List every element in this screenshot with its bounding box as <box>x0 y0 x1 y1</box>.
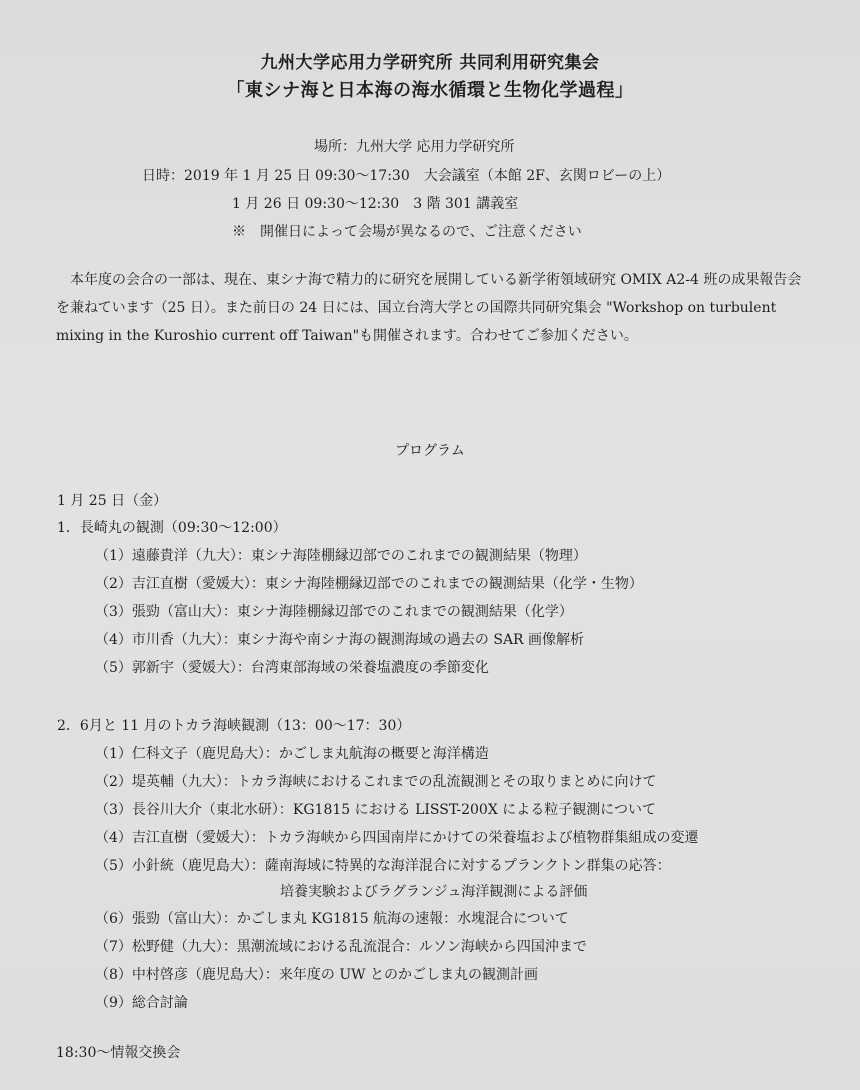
venue-note: ※ 開催日によって会場が異なるので、ご注意ください <box>232 224 582 240</box>
section-1-title: 1．長崎丸の観測（09:30〜12:00） <box>57 520 287 536</box>
reception-note: 18:30〜情報交換会 <box>56 1045 181 1061</box>
header-meeting-title: 「東シナ海と日本海の海水循環と生物化学過程」 <box>226 80 634 101</box>
venue: 場所：九州大学 応用力学研究所 <box>314 139 515 155</box>
intro-paragraph: 本年度の会合の一部は、現在、東シナ海で精力的に研究を展開している新学術領域研究 OMIX A2-4 班の成果報告会を兼ねています（25 日）。また前日の 24 日には、国立台湾大学との国際共同研究集会 "Workshop on turbulent mixing in the Kuroshio current off Taiwan"も開催されます。合わせてご参加ください。 <box>56 272 802 344</box>
program-title: プログラム <box>395 443 465 459</box>
date-day1: 日時：2019 年 1 月 25 日 09:30〜17:30 大会議室（本館 2F、玄関ロビーの上） <box>142 168 671 184</box>
program-day: 1 月 25 日（金） <box>57 493 168 509</box>
list-item: （4）市川香（九大）：東シナ海や南シナ海の観測海域の過去の SAR 画像解析 <box>95 632 585 648</box>
list-item: （4）吉江直樹（愛媛大）：トカラ海峡から四国南岸にかけての栄養塩および植物群集組成の変遷 <box>95 830 699 846</box>
list-item: （1）遠藤貴洋（九大）：東シナ海陸棚縁辺部でのこれまでの観測結果（物理） <box>95 548 587 564</box>
list-item: （3）張勁（富山大）：東シナ海陸棚縁辺部でのこれまでの観測結果（化学） <box>95 604 573 620</box>
list-item: （6）張勁（富山大）：かごしま丸 KG1815 航海の速報：水塊混合について <box>95 911 569 927</box>
list-item: （8）中村啓彦（鹿児島大）：来年度の UW とのかごしま丸の観測計画 <box>95 967 538 983</box>
header-organizer: 九州大学応用力学研究所 共同利用研究集会 <box>260 53 600 73</box>
section-2-title: 2．6月と 11 月のトカラ海峡観測（13：00〜17：30） <box>57 718 411 734</box>
list-item: （3）長谷川大介（東北水研）：KG1815 における LISST-200X による粒子観測について <box>95 802 656 818</box>
list-item: （5）郭新宇（愛媛大）：台湾東部海域の栄養塩濃度の季節変化 <box>95 660 489 676</box>
list-item: （2）堤英輔（九大）：トカラ海峡におけるこれまでの乱流観測とその取りまとめに向けて <box>95 774 657 790</box>
date-day2: 1 月 26 日 09:30〜12:30 3 階 301 講義室 <box>232 196 519 212</box>
list-item: （9）総合討論 <box>95 995 188 1011</box>
list-item: （2）吉江直樹（愛媛大）：東シナ海陸棚縁辺部でのこれまでの観測結果（化学・生物） <box>95 576 643 592</box>
list-item: （7）松野健（九大）：黒潮流域における乱流混合：ルソン海峡から四国沖まで <box>95 939 587 955</box>
list-item: （5）小針統（鹿児島大）：薩南海域に特異的な海洋混合に対するプランクトン群集の応答： <box>95 858 671 874</box>
list-item-continuation: 培養実験およびラグランジュ海洋観測による評価 <box>280 884 588 900</box>
list-item: （1）仁科文子（鹿児島大）：かごしま丸航海の概要と海洋構造 <box>95 746 489 762</box>
